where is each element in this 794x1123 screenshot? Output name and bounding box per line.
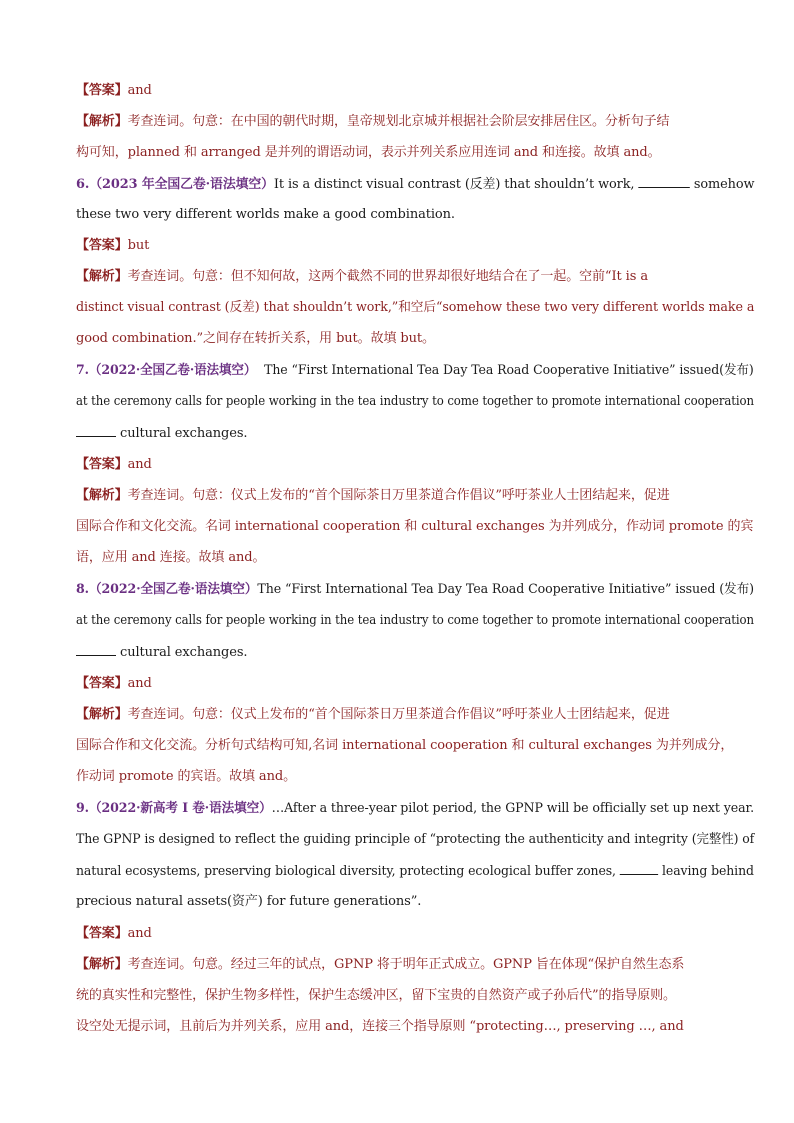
q8-answer-line	[76, 675, 152, 693]
analysis-term: cultural exchanges	[528, 738, 652, 753]
q8-stem-line-1	[76, 581, 754, 599]
q9-analysis-line-2	[76, 987, 676, 1005]
analysis-text: 考查连词。句意：在中国的朝代时期，皇帝规划北京城并根据社会阶层安排居住区。分析句子结	[127, 114, 670, 129]
analysis-text: 作动词	[76, 769, 119, 784]
analysis-text: 考查连词。句意。经过三年的试点，GPNP 将于明年正式成立。GPNP 旨在体现“保护自然生态系	[127, 957, 685, 972]
question-number: 9.	[76, 801, 89, 816]
analysis-label: 【解析】	[76, 488, 128, 503]
question-stem: The “First International Tea Day Tea Road Cooperative Initiative” issued(发布)	[264, 363, 754, 378]
analysis-label: 【解析】	[76, 114, 128, 129]
analysis-text: good combination.	[76, 331, 197, 346]
q8-analysis-line-3	[76, 768, 296, 786]
analysis-text: 国际合作和文化交流。分析句式结构可知,名词	[76, 738, 343, 753]
analysis-text: 统的真实性和完整性，保护生物多样性，保护生态缓冲区，留下宝贵的自然资产或子孙后代”的指导原则。	[76, 988, 676, 1003]
analysis-text: It is a	[611, 269, 648, 284]
answer-blank	[76, 424, 116, 437]
q8-analysis-line-2	[76, 737, 733, 755]
analysis-text: 国际合作和文化交流。名词	[76, 519, 235, 534]
question-source: （2023 年全国乙卷·语法填空）	[89, 177, 274, 192]
q7-stem-line-3	[76, 424, 247, 443]
question-stem: It is a distinct visual contrast (反差) that shouldn’t work,	[273, 177, 635, 192]
analysis-label: 【解析】	[76, 957, 128, 972]
analysis-text: 为并列成分，作动词	[544, 519, 669, 534]
answer-text: and	[127, 926, 152, 941]
answer-label: 【答案】	[76, 676, 128, 691]
analysis-term: arranged	[200, 145, 261, 160]
analysis-term: planned	[127, 145, 180, 160]
answer-text: but	[127, 238, 150, 253]
question-number: 7.	[76, 363, 89, 378]
question-number: 6.	[76, 177, 90, 192]
answer-text: and	[127, 83, 152, 98]
q6-analysis-line-3	[76, 330, 435, 348]
analysis-term: international cooperation	[342, 738, 508, 753]
analysis-text: 设空处无提示词，且前后为并列关系，应用 and，连接三个指导原则 “protecting…, preserving …, and	[76, 1019, 684, 1034]
q5-analysis-line-1	[76, 113, 718, 131]
q6-stem-line-2	[76, 206, 455, 224]
q9-analysis-line-1	[76, 956, 684, 974]
q7-answer-line	[76, 456, 152, 474]
question-stem: at the ceremony calls for people working in the tea industry to come together to promote international cooperation	[76, 613, 754, 628]
answer-blank	[638, 175, 689, 188]
q6-stem-line-1	[76, 175, 754, 194]
analysis-text: 的宾	[723, 519, 754, 534]
answer-label: 【答案】	[76, 238, 128, 253]
answer-label: 【答案】	[76, 926, 128, 941]
question-stem: …After a three-year pilot period, the GPNP will be officially set up next year.	[271, 801, 755, 816]
q9-stem-line-2	[76, 831, 754, 849]
q9-answer-line	[76, 925, 152, 943]
analysis-text: 为并列成分，	[651, 738, 734, 753]
question-stem: The “First International Tea Day Tea Road Cooperative Initiative” issued (发布)	[257, 582, 754, 597]
q6-answer-line	[76, 237, 149, 255]
question-stem: leaving behind	[662, 864, 754, 879]
analysis-text: 语，应用 and 连接。故填 and。	[76, 550, 266, 565]
q7-analysis-line-3	[76, 549, 265, 567]
question-stem: The GPNP is designed to reflect the guiding principle of “protecting the authenticity and integrity (完整性) of	[76, 832, 755, 847]
question-source: （2022·全国乙卷·语法填空）	[88, 363, 257, 378]
analysis-text: distinct visual contrast (反差) that shouldn’t work,”和空后“somehow these two very different worlds make a	[76, 300, 755, 315]
analysis-term: promote	[118, 769, 174, 784]
analysis-text: 是并列的谓语动词，表示并列关系应用连词 and 和连接。故填 and。	[260, 145, 661, 160]
q6-analysis-line-2	[76, 299, 754, 317]
answer-label: 【答案】	[76, 83, 128, 98]
question-stem: these two very different worlds make a good combination.	[76, 207, 455, 222]
q7-analysis-line-2	[76, 518, 753, 536]
answer-text: and	[127, 457, 152, 472]
q8-stem-line-3	[76, 643, 247, 662]
q7-stem-line-2	[76, 393, 754, 411]
question-number: 8.	[76, 582, 89, 597]
q8-stem-line-2	[76, 612, 754, 630]
analysis-text: 考查连词。句意：仪式上发布的“首个国际茶日万里茶道合作倡议”呼吁茶业人士团结起来，促进	[127, 488, 670, 503]
analysis-text: 构可知，	[76, 145, 128, 160]
question-stem: cultural exchanges.	[120, 426, 248, 441]
question-source: （2022·全国乙卷·语法填空）	[88, 582, 258, 597]
analysis-term: cultural exchanges	[421, 519, 545, 534]
question-stem: precious natural assets(资产) for future generations”.	[76, 894, 422, 909]
q5-analysis-line-2	[76, 144, 661, 162]
q9-stem-line-4	[76, 893, 421, 911]
question-stem: at the ceremony calls for people working in the tea industry to come together to promote international cooperation	[76, 394, 754, 409]
analysis-term: promote	[668, 519, 724, 534]
analysis-text: 的宾语。故填 and。	[173, 769, 296, 784]
question-stem: somehow	[693, 177, 755, 192]
analysis-text: 和	[400, 519, 422, 534]
analysis-text: 和	[507, 738, 529, 753]
answer-label: 【答案】	[76, 457, 128, 472]
question-stem: cultural exchanges.	[120, 645, 248, 660]
question-stem: natural ecosystems, preserving biological diversity, protecting ecological buffer zones,	[76, 864, 616, 879]
analysis-text: 考查连词。句意：仪式上发布的“首个国际茶日万里茶道合作倡议”呼吁茶业人士团结起来，促进	[127, 707, 670, 722]
analysis-label: 【解析】	[76, 269, 128, 284]
analysis-term: international cooperation	[234, 519, 401, 534]
analysis-text: 和	[179, 145, 201, 160]
q9-stem-line-1	[76, 800, 754, 818]
analysis-text: ”之间存在转折关系，用 but。故填 but。	[196, 331, 435, 346]
q6-analysis-line-1	[76, 268, 648, 286]
q8-analysis-line-1	[76, 706, 670, 724]
q7-analysis-line-1	[76, 487, 670, 505]
answer-blank	[76, 643, 116, 656]
question-source: （2022·新高考 I 卷·语法填空）	[88, 801, 272, 816]
answer-text: and	[127, 676, 152, 691]
analysis-label: 【解析】	[76, 707, 128, 722]
analysis-text: 考查连词。句意：但不知何故，这两个截然不同的世界却很好地结合在了一起。空前“	[127, 269, 612, 284]
q7-stem-line-1	[76, 362, 754, 380]
q9-stem-line-3	[76, 862, 754, 881]
answer-blank	[620, 862, 658, 875]
q9-analysis-line-3	[76, 1018, 684, 1036]
q5-answer-line	[76, 82, 152, 100]
